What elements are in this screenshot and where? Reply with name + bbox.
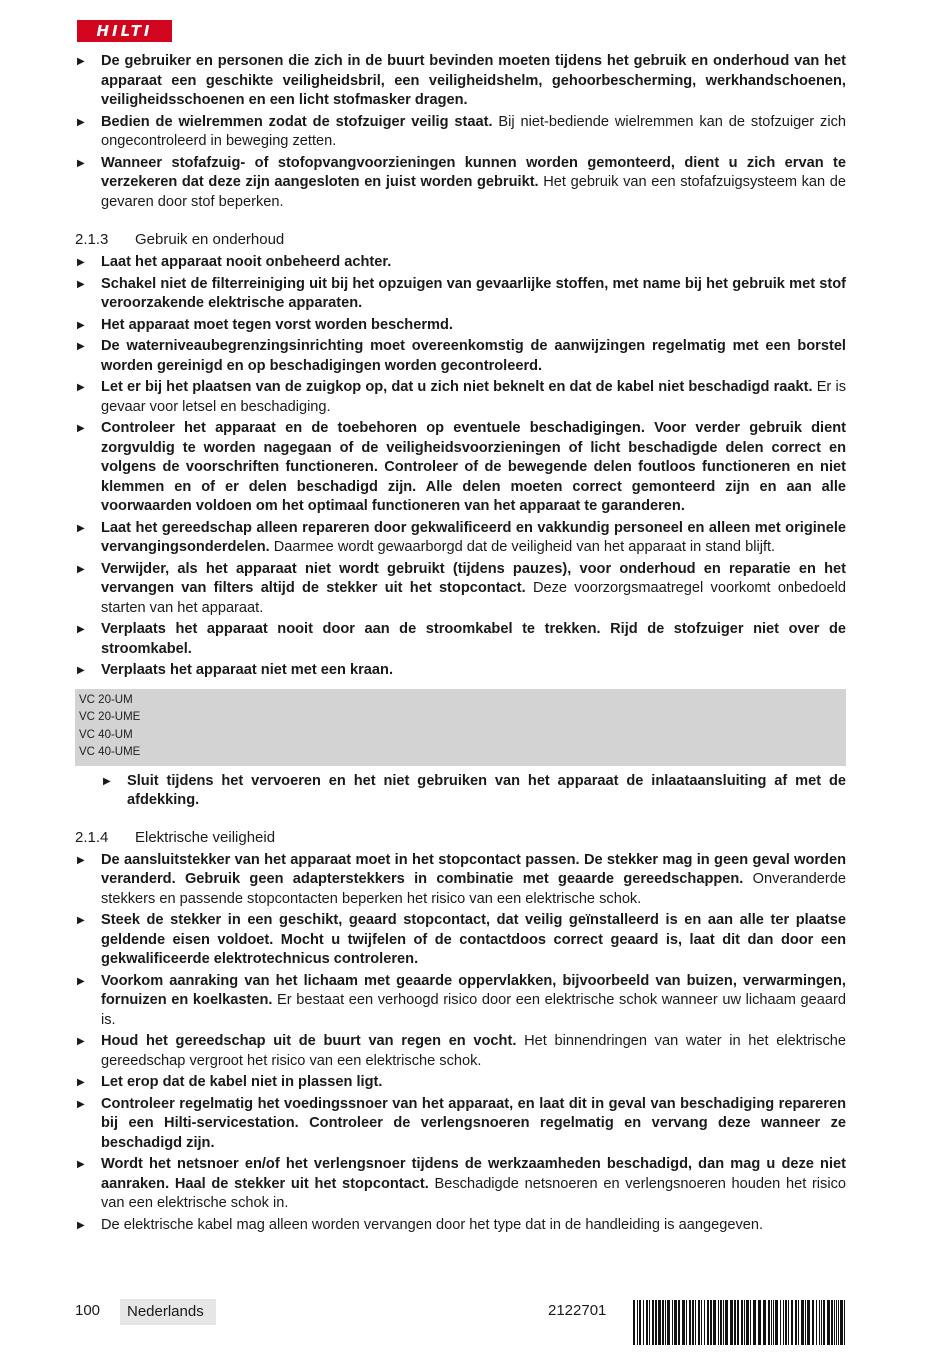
item-bold-text: Laat het apparaat nooit onbeheerd achter. bbox=[101, 254, 392, 270]
item-bold-text: Laat het gereedschap alleen repareren door gekwalificeerd en vakkundig personeel en alleen met originele vervangingsonderdelen. bbox=[101, 519, 846, 555]
barcode-bar bbox=[667, 1300, 670, 1345]
barcode-bar bbox=[746, 1300, 749, 1345]
barcode-bar bbox=[798, 1300, 799, 1345]
item-bold-text: Houd het gereedschap uit de buurt van regen en vocht. bbox=[101, 1033, 517, 1049]
barcode-bar bbox=[682, 1300, 685, 1345]
item-normal-text: Onveranderde stekkers en passende stopcontacten beperken het risico van een elektrische schok. bbox=[101, 871, 846, 907]
list-item bbox=[75, 1032, 846, 1071]
list-item bbox=[75, 337, 846, 376]
model-applicability-box bbox=[75, 689, 846, 766]
section-title: Elektrische veiligheid bbox=[135, 828, 276, 846]
list-item bbox=[75, 1216, 846, 1236]
bullet-arrow-icon: ▶ bbox=[77, 665, 85, 676]
barcode-bar bbox=[763, 1300, 766, 1345]
item-bold-text: Bedien de wielremmen zodat de stofzuiger veilig staat. bbox=[101, 113, 493, 130]
section-number: 2.1.3 bbox=[75, 231, 109, 248]
barcode-bar bbox=[730, 1300, 733, 1345]
list-item bbox=[75, 911, 846, 970]
barcode-bar bbox=[750, 1300, 751, 1345]
barcode-bar bbox=[698, 1300, 700, 1345]
barcode-bar bbox=[672, 1300, 673, 1345]
list-item bbox=[75, 113, 846, 152]
item-bold-text: Sluit tijdens het vervoeren en het niet gebruiken van het apparaat de inlaataansluiting af met de afdekking. bbox=[127, 772, 846, 808]
bullet-arrow-icon: ▶ bbox=[77, 1219, 85, 1231]
item-normal-text: Deze voorzorgsmaatregel voorkomt onbedoeld starten van het apparaat. bbox=[101, 580, 846, 616]
barcode-bar bbox=[707, 1300, 709, 1345]
barcode-bar bbox=[741, 1300, 743, 1345]
list-item bbox=[75, 620, 846, 659]
barcode-bar bbox=[780, 1300, 781, 1345]
list-item bbox=[75, 154, 846, 213]
item-bold-text: Voorkom aanraking van het lichaam met geaarde oppervlakken, bijvoorbeeld van buizen, verwarmingen, fornuizen en koelkasten. bbox=[101, 972, 846, 1008]
barcode-bar bbox=[773, 1300, 774, 1345]
bullet-arrow-icon: ▶ bbox=[77, 319, 85, 331]
barcode-bar bbox=[805, 1300, 806, 1345]
bullet-arrow-icon: ▶ bbox=[77, 157, 85, 169]
barcode-bar bbox=[838, 1300, 839, 1345]
barcode-bar bbox=[674, 1300, 677, 1345]
barcode-bar bbox=[646, 1300, 648, 1345]
list-item bbox=[75, 378, 846, 417]
list-item bbox=[75, 275, 846, 314]
bullet-arrow-icon: ▶ bbox=[77, 423, 85, 434]
bullet-arrow-icon: ▶ bbox=[77, 341, 85, 352]
barcode-bar bbox=[823, 1300, 825, 1345]
model-name: VC 20-UME bbox=[79, 711, 141, 723]
bullet-arrow-icon: ▶ bbox=[77, 116, 85, 128]
list-item bbox=[75, 419, 846, 517]
list-item bbox=[75, 972, 846, 1031]
item-bold-text: Het apparaat moet tegen vorst worden beschermd. bbox=[101, 316, 453, 333]
barcode-bar bbox=[819, 1300, 820, 1345]
barcode-bar bbox=[720, 1300, 722, 1345]
barcode-bar bbox=[649, 1300, 650, 1345]
barcode-bar bbox=[844, 1300, 845, 1345]
list-item bbox=[75, 253, 846, 273]
barcode-bar bbox=[701, 1300, 702, 1345]
item-normal-text: Het gebruik van een stofafzuigsysteem kan de gevaren door stof beperken. bbox=[101, 174, 847, 210]
item-bold-text: De waterniveaubegrenzingsinrichting moet overeenkomstig de aanwijzingen regelmatig met een borstel worden gereinigd en op beschadigingen worden gecontroleerd. bbox=[101, 338, 846, 374]
list-item bbox=[75, 851, 846, 910]
barcode-bar bbox=[662, 1300, 664, 1345]
bullet-arrow-icon: ▶ bbox=[77, 1077, 85, 1088]
list-item bbox=[75, 1073, 846, 1093]
item-normal-text: De elektrische kabel mag alleen worden vervangen door het type dat in de handleiding is aangegeven. bbox=[101, 1216, 764, 1233]
barcode-bar bbox=[665, 1300, 666, 1345]
bullet-arrow-icon: ▶ bbox=[77, 915, 85, 926]
model-name: VC 40-UM bbox=[79, 728, 133, 741]
barcode-bar bbox=[686, 1300, 687, 1345]
barcode-bar bbox=[692, 1300, 694, 1345]
barcode-bar bbox=[744, 1300, 745, 1345]
model-name: VC 20-UM bbox=[79, 693, 133, 706]
barcode-bar bbox=[639, 1300, 641, 1345]
barcode-bar bbox=[788, 1300, 789, 1345]
list-item bbox=[75, 1095, 846, 1154]
barcode-bar bbox=[771, 1300, 772, 1345]
section-2-list bbox=[75, 253, 846, 681]
item-bold-text: Verplaats het apparaat nooit door aan de stroomkabel te trekken. Rijd de stofzuiger niet over de stroomkabel. bbox=[101, 621, 846, 657]
barcode-bar bbox=[633, 1300, 635, 1345]
barcode-bar bbox=[658, 1300, 661, 1345]
barcode-bar bbox=[834, 1300, 835, 1345]
barcode-bar bbox=[801, 1300, 804, 1345]
item-normal-text: Er is gevaar voor letsel en beschadiging. bbox=[101, 379, 846, 415]
item-bold-text: Let er bij het plaatsen van de zuigkop op, dat u zich niet beknelt en dat de kabel niet beschadigd raakt. bbox=[101, 379, 813, 395]
barcode-bar bbox=[695, 1300, 696, 1345]
barcode-bar bbox=[836, 1300, 837, 1345]
item-bold-text: Controleer het apparaat en de toebehoren op eventuele beschadigingen. Voor verder gebruik dient zorgvuldig te worden nagegaan of de veiligheidsvoorzieningen of licht beschadigde delen correct en volgens de voorschriften functioneren. Controleer of de bewegende delen foutloos functioneren en niet klemmen en of er delen beschadigd zijn. Alle delen moeten correct gemonteerd zijn en aan alle voorwaarden voldoen om het optimaal functioneren van het apparaat te garanderen. bbox=[101, 420, 846, 514]
barcode-bar bbox=[678, 1300, 680, 1345]
document-code: 2122701 bbox=[548, 1302, 607, 1319]
item-bold-text: Verplaats het apparaat niet met een kraan. bbox=[101, 662, 393, 678]
barcode-bar bbox=[783, 1300, 784, 1345]
item-bold-text: Wordt het netsnoer en/of het verlengsnoer tijdens de werkzaamheden beschadigd, dan mag u deze niet aanraken. Haal de stekker uit het stopcontact. bbox=[101, 1156, 846, 1192]
section-title: Gebruik en onderhoud bbox=[135, 231, 285, 248]
barcode-bar bbox=[655, 1300, 657, 1345]
list-item bbox=[75, 1155, 846, 1214]
list-item bbox=[75, 52, 846, 111]
item-bold-text: Verwijder, als het apparaat niet wordt gebruikt (tijdens pauzes), voor onderhoud en reparatie en het vervangen van filters altijd de stekker uit het stopcontact. bbox=[101, 560, 846, 596]
list-item bbox=[75, 560, 846, 619]
barcode-bar bbox=[768, 1300, 770, 1345]
barcode-bar bbox=[713, 1300, 716, 1345]
barcode-bar bbox=[831, 1300, 833, 1345]
barcode-bar bbox=[637, 1300, 638, 1345]
barcode-bar bbox=[775, 1300, 778, 1345]
bullet-arrow-icon: ▶ bbox=[77, 1098, 85, 1110]
item-bold-text: Let erop dat de kabel niet in plassen ligt. bbox=[101, 1074, 383, 1090]
barcode-bar bbox=[816, 1300, 817, 1345]
hilti-logo: HILTI bbox=[77, 20, 172, 42]
bullet-arrow-icon: ▶ bbox=[77, 56, 85, 67]
model-name: VC 40-UME bbox=[79, 746, 141, 758]
section-heading-2-1-4 bbox=[75, 828, 846, 848]
bullet-arrow-icon: ▶ bbox=[77, 975, 85, 987]
bullet-arrow-icon: ▶ bbox=[77, 1036, 85, 1047]
list-item bbox=[75, 519, 846, 558]
bullet-arrow-icon: ▶ bbox=[77, 382, 85, 393]
list-item bbox=[75, 316, 846, 336]
item-bold-text: Steek de stekker in een geschikt, geaard stopcontact, dat veilig geïnstalleerd is en aan alle ter plaatse geldende eisen voldoet. Mocht u twijfelen of de contactdoos correct geaard is, laat dit dan door een gekwalificeerde elektrotechnicus controleren. bbox=[101, 912, 846, 967]
item-normal-text: Bij niet-bediende wielremmen kan de stofzuiger zich ongecontroleerd in beweging zetten. bbox=[101, 113, 846, 149]
barcode-bar bbox=[807, 1300, 810, 1345]
item-bold-text: Wanneer stofafzuig- of stofopvangvoorzieningen kunnen worden gemonteerd, dient u zich ervan te verzekeren dat deze zijn aangesloten en juist worden gebruikt. bbox=[101, 154, 846, 190]
barcode-bar bbox=[689, 1300, 691, 1345]
barcode-bar bbox=[791, 1300, 793, 1345]
language-label: Nederlands bbox=[120, 1299, 216, 1325]
model-specific-list bbox=[101, 772, 846, 811]
bullet-arrow-icon: ▶ bbox=[77, 278, 85, 290]
bullet-arrow-icon: ▶ bbox=[77, 563, 85, 575]
barcode-bar bbox=[737, 1300, 739, 1345]
barcode-bar bbox=[725, 1300, 728, 1345]
item-normal-text: Beschadigde netsnoeren en verlengsnoeren houden het risico van een elektrische schok in. bbox=[101, 1175, 846, 1211]
section-1-list bbox=[75, 52, 846, 212]
section-heading-2-1-3 bbox=[75, 230, 846, 250]
item-bold-text: Schakel niet de filterreiniging uit bij het opzuigen van gevaarlijke stoffen, met name bij het gebruik met stof veroorzakende elektrische apparaten. bbox=[101, 275, 846, 311]
barcode-bar bbox=[718, 1300, 719, 1345]
barcode-bar bbox=[723, 1300, 724, 1345]
barcode-bar bbox=[840, 1300, 843, 1345]
page-number: 100 bbox=[75, 1302, 101, 1319]
item-bold-text: De aansluitstekker van het apparaat moet in het stopcontact passen. De stekker mag in geen geval worden veranderd. Gebruik geen adapterstekkers in combinatie met geaarde gereedschappen. bbox=[101, 851, 846, 887]
item-bold-text: De gebruiker en personen die zich in de buurt bevinden moeten tijdens het gebruik en onderhoud van het apparaat een geschikte veiligheidsbril, een veiligheidshelm, gehoorbescherming, werkhandschoenen, veiligheidsschoenen en een licht stofmasker dragen. bbox=[101, 53, 846, 108]
bullet-arrow-icon: ▶ bbox=[77, 624, 85, 635]
barcode-bar bbox=[821, 1300, 822, 1345]
bullet-arrow-icon: ▶ bbox=[77, 522, 85, 534]
barcode-bar bbox=[704, 1300, 705, 1345]
barcode-bar bbox=[785, 1300, 787, 1345]
barcode-bar bbox=[652, 1300, 654, 1345]
barcode-bar bbox=[643, 1300, 644, 1345]
bullet-arrow-icon: ▶ bbox=[77, 854, 85, 866]
item-normal-text: Er bestaat een verhoogd risico door een elektrische schok wanneer uw lichaam geaard is. bbox=[101, 992, 846, 1028]
bullet-arrow-icon: ▶ bbox=[77, 1159, 85, 1170]
item-normal-text: Daarmee wordt gewaarborgd dat de veiligheid van het apparaat in stand blijft. bbox=[269, 539, 776, 555]
bullet-arrow-icon: ▶ bbox=[77, 257, 85, 268]
page-content bbox=[75, 52, 846, 1237]
list-item bbox=[75, 661, 846, 681]
item-bold-text: Controleer regelmatig het voedingssnoer van het apparaat, en laat dit in geval van beschadiging repareren bij een Hilti-servicestation. Controleer de verlengsnoeren regelmatig en vervang deze wanneer ze beschadigd zijn. bbox=[101, 1095, 846, 1151]
barcode-icon bbox=[633, 1300, 846, 1345]
barcode-bar bbox=[753, 1300, 756, 1345]
barcode-bar bbox=[827, 1300, 830, 1345]
barcode-bar bbox=[710, 1300, 712, 1345]
barcode-bar bbox=[812, 1300, 814, 1345]
bullet-arrow-icon: ▶ bbox=[103, 775, 111, 787]
section-3-list bbox=[75, 851, 846, 1236]
section-number: 2.1.4 bbox=[75, 828, 109, 846]
list-item bbox=[101, 772, 846, 811]
barcode-bar bbox=[758, 1300, 761, 1345]
item-normal-text: Het binnendringen van water in het elektrische gereedschap vergroot het risico van een elektrische schok. bbox=[101, 1033, 846, 1069]
barcode-bar bbox=[734, 1300, 736, 1345]
barcode-bar bbox=[795, 1300, 797, 1345]
